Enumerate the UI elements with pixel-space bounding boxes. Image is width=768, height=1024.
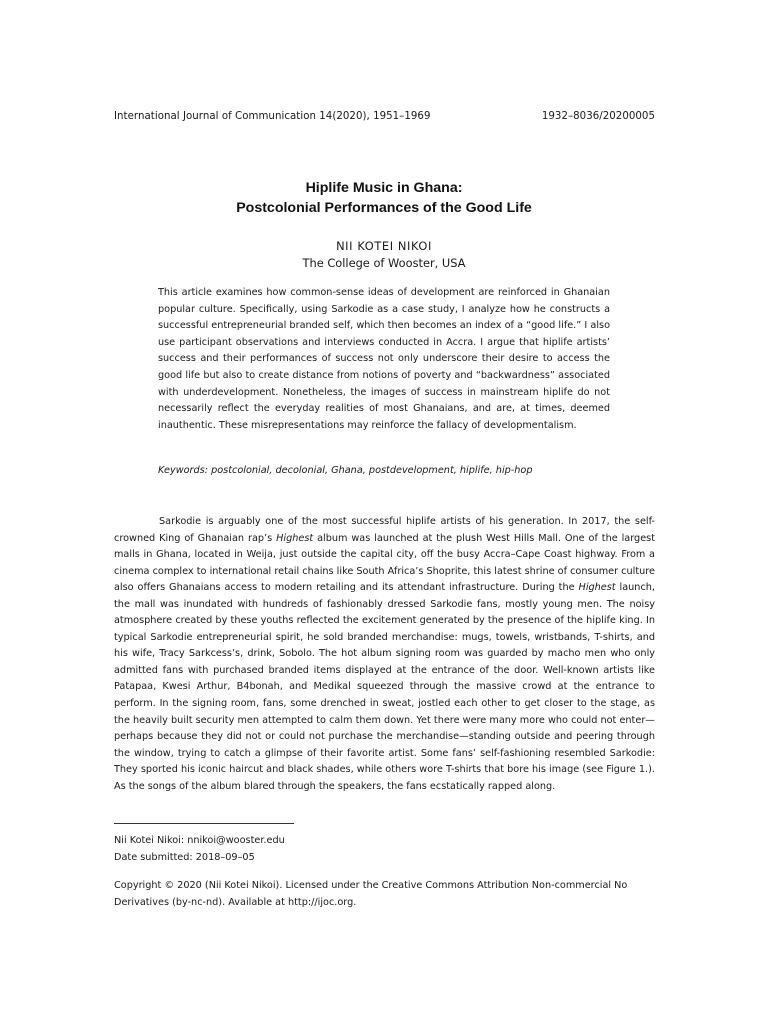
keywords-label: Keywords: [158,465,208,476]
author-affiliation: The College of Wooster, USA [302,256,466,270]
keywords-terms: postcolonial, decolonial, Ghana, postdevelopment, hiplife, hip-hop [211,465,533,476]
body-text-part-1: Sarkodie is arguably one of the most successful hiplife artists of his generation. In 2017, the self-crowned King of Ghanaian rap’s [114,516,655,544]
article-title-line-1: Hiplife Music in Ghana: [305,180,463,196]
journal-citation: International Journal of Communication 14(2020), 1951–1969 [114,111,431,122]
article-title [0,178,768,218]
album-title-emphasis-2: Highest [578,582,616,594]
running-head [114,111,655,122]
date-submitted: Date submitted: 2018–09–05 [114,851,255,863]
author-name: NII KOTEI NIKOI [336,239,432,253]
copyright-notice: Copyright © 2020 (Nii Kotei Nikoi). Licensed under the Creative Commons Attribution Non-commercial No Derivatives (by-nc-nd). Available at http://ijoc.org. [114,880,628,908]
article-title-line-2: Postcolonial Performances of the Good Life [236,200,532,216]
author-contact: Nii Kotei Nikoi: nnikoi@wooster.edu [114,835,285,846]
issn-number: 1932–8036/20200005 [541,111,655,122]
album-title-emphasis: Highest [276,532,314,544]
body-text-part-3: launch, the mall was inundated with hundreds of fashionably dressed Sarkodie fans, mostly young men. The noisy atmosphere created by these youths reflected the excitement generated by the presence of the hiplife king. In typical Sarkodie entrepreneurial spirit, he sold branded merchandise: mugs, towels, wristbands, T-shirts, and his wife, Tracy Sarkcess’s, drink, Sobolo. The hot album signing room was guarded by macho men who only admitted fans with purchased branded items displayed at the entrance of the door. Well-known artists like Patapaa, Kwesi Arthur, B4bonah, and Medikal squeezed through the massive crowd at the entrance to perform. In the signing room, fans, some drenched in sweat, jostled each other to get closer to the stage, as the heavily built security men attempted to calm them down. Yet there were many more who could not enter—perhaps because they did not or could not purchase the merchandise—standing outside and peering through the window, trying to catch a glimpse of their favorite artist. Some fans’ self-fashioning resembled Sarkodie: They sported his iconic haircut and black shades, while others wore T-shirts that bore his image (see Figure 1.). As the songs of the album blared through the speakers, the fans ecstatically rapped along. [114,582,655,792]
title-block [0,178,768,272]
abstract: This article examines how common-sense ideas of development are reinforced in Ghanaian popular culture. Specifically, using Sarkodie as a case study, I analyze how he constructs a successful entrepreneurial branded self, which then becomes an index of a “good life.” I also use participant observations and interviews conducted in Accra. I argue that hiplife artists’ success and their performances of success not only underscore their desire to access the good life but also to create distance from notions of poverty and “backwardness” associated with underdevelopment. Nonetheless, the images of success in mainstream hiplife do not necessarily reflect the everyday realities of most Ghanaians, and are, at times, deemed inauthentic. These misrepresentations may reinforce the fallacy of developmentalism. [158,287,610,431]
body-paragraph [114,514,655,795]
keywords [158,463,610,479]
footnote-divider [114,823,294,824]
body-text-part-2: album was launched at the plush West Hills Mall. One of the largest malls in Ghana, located in Weija, just outside the capital city, off the busy Accra–Cape Coast highway. From a cinema complex to international retail chains like South Africa’s Shoprite, this latest shrine of consumer culture also offers Ghanaians access to modern retailing and its attendant infrastructure. During the [114,532,655,594]
footnotes [114,833,285,866]
